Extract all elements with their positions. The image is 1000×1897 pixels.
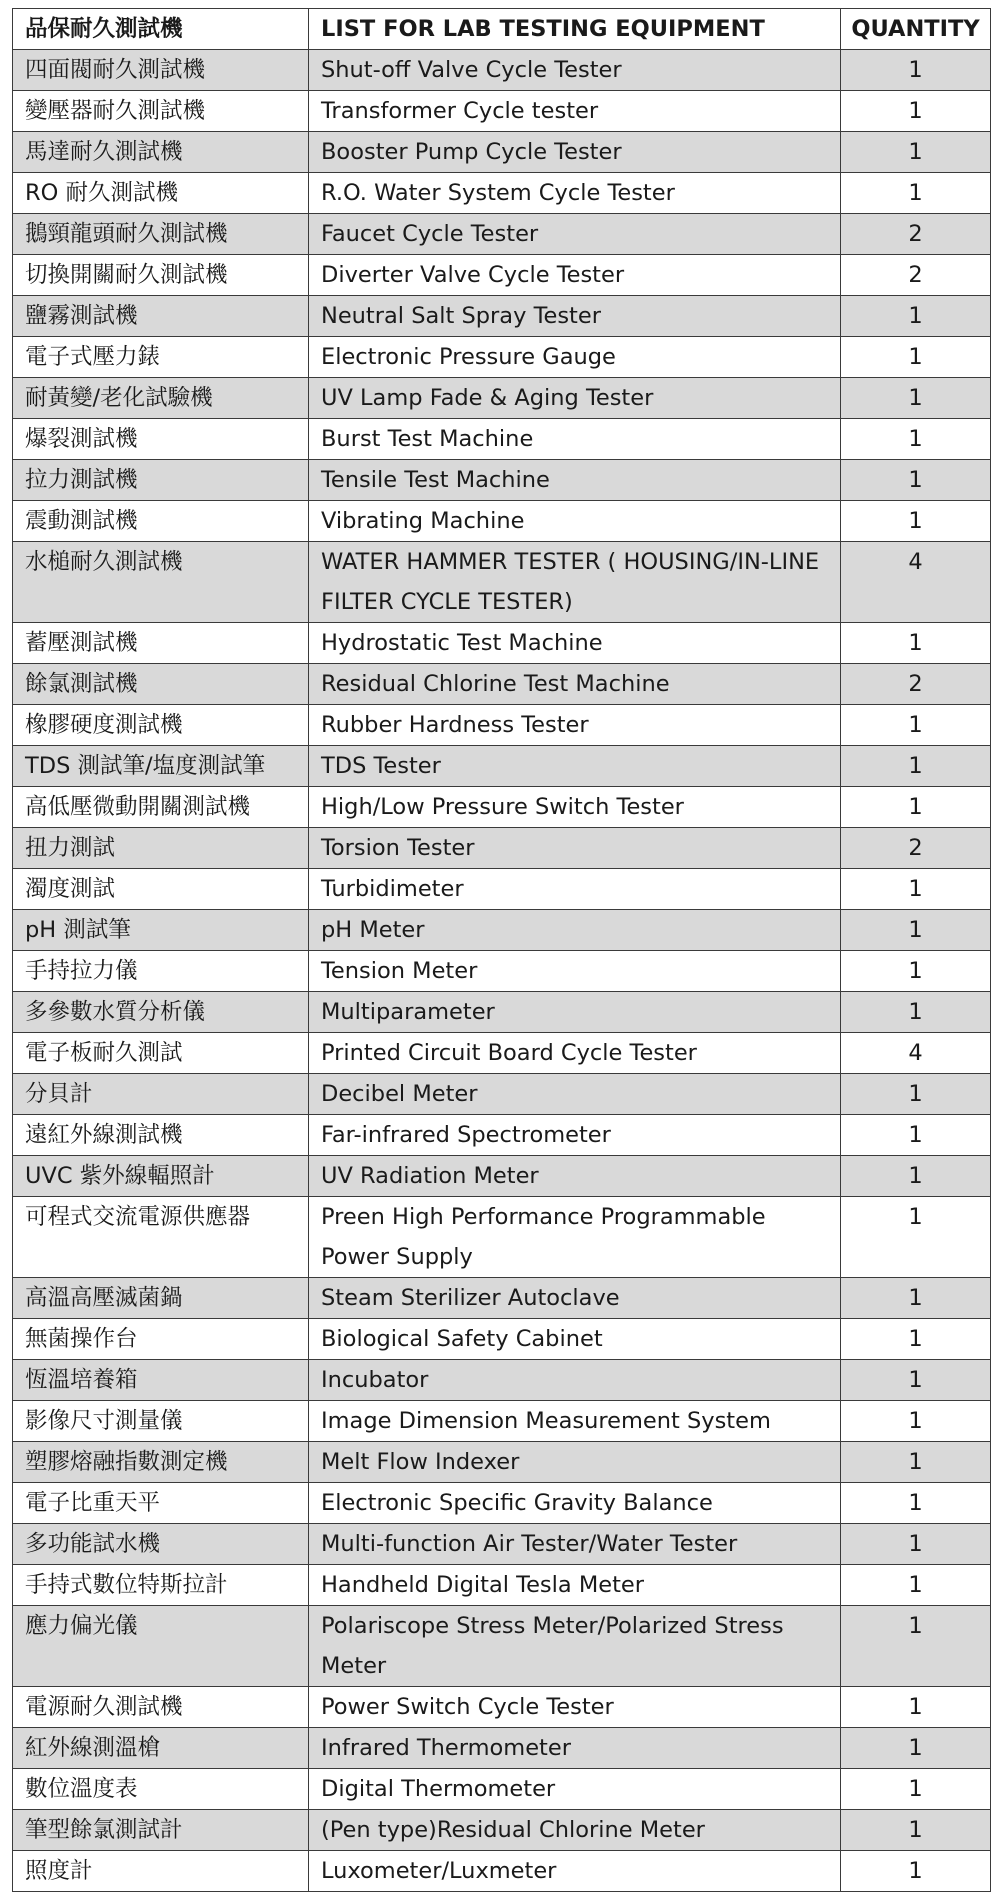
english-name-cell: Power Switch Cycle Tester [309, 1687, 841, 1728]
english-name-cell: Residual Chlorine Test Machine [309, 664, 841, 705]
equipment-table [12, 8, 991, 1892]
quantity-cell: 1 [841, 173, 991, 214]
table-row [13, 1810, 991, 1851]
chinese-name-cell: 濁度測試 [13, 869, 309, 910]
quantity-cell: 1 [841, 296, 991, 337]
table-row [13, 1156, 991, 1197]
chinese-name-cell: 多參數水質分析儀 [13, 992, 309, 1033]
table-row [13, 255, 991, 296]
english-name-cell: Shut-off Valve Cycle Tester [309, 50, 841, 91]
english-name-cell: Polariscope Stress Meter/Polarized Stress Meter [309, 1606, 841, 1687]
equipment-list [12, 8, 990, 1892]
chinese-name-cell: TDS 測試筆/塩度測試筆 [13, 746, 309, 787]
chinese-name-cell: 鹽霧測試機 [13, 296, 309, 337]
table-row [13, 296, 991, 337]
quantity-cell: 1 [841, 1483, 991, 1524]
chinese-name-cell: 手持式數位特斯拉計 [13, 1565, 309, 1606]
quantity-cell: 1 [841, 623, 991, 664]
english-name-cell: Diverter Valve Cycle Tester [309, 255, 841, 296]
quantity-cell: 1 [841, 50, 991, 91]
quantity-cell: 1 [841, 1115, 991, 1156]
table-row [13, 623, 991, 664]
table-row [13, 91, 991, 132]
table-row [13, 664, 991, 705]
table-row [13, 951, 991, 992]
english-name-cell: Printed Circuit Board Cycle Tester [309, 1033, 841, 1074]
chinese-name-cell: 電源耐久測試機 [13, 1687, 309, 1728]
quantity-cell: 1 [841, 1319, 991, 1360]
quantity-cell: 1 [841, 1810, 991, 1851]
chinese-name-cell: 多功能試水機 [13, 1524, 309, 1565]
chinese-name-cell: 震動測試機 [13, 501, 309, 542]
table-row [13, 1442, 991, 1483]
english-name-cell: Turbidimeter [309, 869, 841, 910]
quantity-cell: 1 [841, 1360, 991, 1401]
table-row [13, 1728, 991, 1769]
chinese-name-cell: 蓄壓測試機 [13, 623, 309, 664]
english-name-cell: Electronic Pressure Gauge [309, 337, 841, 378]
quantity-cell: 4 [841, 1033, 991, 1074]
chinese-name-cell: 照度計 [13, 1851, 309, 1892]
quantity-cell: 1 [841, 1728, 991, 1769]
english-name-cell: Burst Test Machine [309, 419, 841, 460]
english-name-cell: Booster Pump Cycle Tester [309, 132, 841, 173]
chinese-name-cell: 耐黃變/老化試驗機 [13, 378, 309, 419]
table-row [13, 1565, 991, 1606]
table-row [13, 1524, 991, 1565]
quantity-cell: 1 [841, 910, 991, 951]
chinese-name-cell: 紅外線測溫槍 [13, 1728, 309, 1769]
english-name-cell: Handheld Digital Tesla Meter [309, 1565, 841, 1606]
chinese-name-cell: 恆溫培養箱 [13, 1360, 309, 1401]
english-name-cell: Decibel Meter [309, 1074, 841, 1115]
quantity-cell: 1 [841, 787, 991, 828]
english-name-cell: Image Dimension Measurement System [309, 1401, 841, 1442]
table-row [13, 1606, 991, 1687]
quantity-cell: 1 [841, 1074, 991, 1115]
chinese-name-cell: 分貝計 [13, 1074, 309, 1115]
english-name-cell: pH Meter [309, 910, 841, 951]
english-name-cell: WATER HAMMER TESTER ( HOUSING/IN-LINE FILTER CYCLE TESTER) [309, 542, 841, 623]
table-row [13, 419, 991, 460]
english-name-cell: Electronic Specific Gravity Balance [309, 1483, 841, 1524]
header-row [13, 9, 991, 50]
english-name-cell: Transformer Cycle tester [309, 91, 841, 132]
chinese-name-cell: 變壓器耐久測試機 [13, 91, 309, 132]
english-name-cell: Digital Thermometer [309, 1769, 841, 1810]
chinese-name-cell: 影像尺寸測量儀 [13, 1401, 309, 1442]
table-row [13, 869, 991, 910]
chinese-name-cell: 餘氯測試機 [13, 664, 309, 705]
quantity-cell: 1 [841, 1401, 991, 1442]
english-name-cell: Luxometer/Luxmeter [309, 1851, 841, 1892]
table-row [13, 337, 991, 378]
table-row [13, 501, 991, 542]
quantity-cell: 1 [841, 1565, 991, 1606]
chinese-name-cell: RO 耐久測試機 [13, 173, 309, 214]
table-row [13, 1197, 991, 1278]
english-name-cell: Melt Flow Indexer [309, 1442, 841, 1483]
english-name-cell: UV Radiation Meter [309, 1156, 841, 1197]
english-name-cell: Incubator [309, 1360, 841, 1401]
english-name-cell: Tensile Test Machine [309, 460, 841, 501]
chinese-name-cell: pH 測試筆 [13, 910, 309, 951]
chinese-name-cell: 電子比重天平 [13, 1483, 309, 1524]
quantity-cell: 1 [841, 992, 991, 1033]
table-row [13, 705, 991, 746]
header-english-name: LIST FOR LAB TESTING EQUIPMENT [309, 9, 841, 50]
chinese-name-cell: 鵝頸龍頭耐久測試機 [13, 214, 309, 255]
chinese-name-cell: 高低壓微動開關測試機 [13, 787, 309, 828]
english-name-cell: Tension Meter [309, 951, 841, 992]
quantity-cell: 1 [841, 419, 991, 460]
chinese-name-cell: 電子板耐久測試 [13, 1033, 309, 1074]
header-quantity: QUANTITY [841, 9, 991, 50]
chinese-name-cell: 高溫高壓滅菌鍋 [13, 1278, 309, 1319]
quantity-cell: 1 [841, 337, 991, 378]
english-name-cell: Preen High Performance Programmable Power Supply [309, 1197, 841, 1278]
quantity-cell: 1 [841, 1524, 991, 1565]
english-name-cell: Multi-function Air Tester/Water Tester [309, 1524, 841, 1565]
chinese-name-cell: 可程式交流電源供應器 [13, 1197, 309, 1278]
table-row [13, 910, 991, 951]
chinese-name-cell: 手持拉力儀 [13, 951, 309, 992]
table-row [13, 746, 991, 787]
chinese-name-cell: 數位溫度表 [13, 1769, 309, 1810]
chinese-name-cell: 電子式壓力錶 [13, 337, 309, 378]
quantity-cell: 2 [841, 255, 991, 296]
table-row [13, 1483, 991, 1524]
quantity-cell: 1 [841, 378, 991, 419]
english-name-cell: Far-infrared Spectrometer [309, 1115, 841, 1156]
table-row [13, 1687, 991, 1728]
header-chinese-name: 品保耐久測試機 [13, 9, 309, 50]
quantity-cell: 1 [841, 1606, 991, 1687]
table-row [13, 214, 991, 255]
english-name-cell: R.O. Water System Cycle Tester [309, 173, 841, 214]
english-name-cell: Vibrating Machine [309, 501, 841, 542]
chinese-name-cell: 塑膠熔融指數測定機 [13, 1442, 309, 1483]
chinese-name-cell: UVC 紫外線輻照計 [13, 1156, 309, 1197]
english-name-cell: TDS Tester [309, 746, 841, 787]
english-name-cell: Torsion Tester [309, 828, 841, 869]
chinese-name-cell: 切換開關耐久測試機 [13, 255, 309, 296]
table-row [13, 1278, 991, 1319]
english-name-cell: Neutral Salt Spray Tester [309, 296, 841, 337]
english-name-cell: High/Low Pressure Switch Tester [309, 787, 841, 828]
table-row [13, 1851, 991, 1892]
table-row [13, 378, 991, 419]
english-name-cell: UV Lamp Fade & Aging Tester [309, 378, 841, 419]
quantity-cell: 2 [841, 828, 991, 869]
chinese-name-cell: 筆型餘氯測試計 [13, 1810, 309, 1851]
chinese-name-cell: 四面閥耐久測試機 [13, 50, 309, 91]
table-row [13, 1033, 991, 1074]
chinese-name-cell: 遠紅外線測試機 [13, 1115, 309, 1156]
english-name-cell: (Pen type)Residual Chlorine Meter [309, 1810, 841, 1851]
table-row [13, 542, 991, 623]
quantity-cell: 1 [841, 1156, 991, 1197]
chinese-name-cell: 扭力測試 [13, 828, 309, 869]
english-name-cell: Biological Safety Cabinet [309, 1319, 841, 1360]
chinese-name-cell: 橡膠硬度測試機 [13, 705, 309, 746]
quantity-cell: 1 [841, 501, 991, 542]
table-row [13, 1360, 991, 1401]
quantity-cell: 1 [841, 1851, 991, 1892]
quantity-cell: 1 [841, 869, 991, 910]
table-row [13, 132, 991, 173]
table-row [13, 992, 991, 1033]
table-row [13, 460, 991, 501]
table-row [13, 828, 991, 869]
chinese-name-cell: 水槌耐久測試機 [13, 542, 309, 623]
english-name-cell: Multiparameter [309, 992, 841, 1033]
table-row [13, 1769, 991, 1810]
table-row [13, 1319, 991, 1360]
chinese-name-cell: 無菌操作台 [13, 1319, 309, 1360]
quantity-cell: 1 [841, 1197, 991, 1278]
table-row [13, 173, 991, 214]
table-row [13, 1074, 991, 1115]
quantity-cell: 2 [841, 664, 991, 705]
quantity-cell: 4 [841, 542, 991, 623]
quantity-cell: 1 [841, 746, 991, 787]
quantity-cell: 1 [841, 1278, 991, 1319]
english-name-cell: Faucet Cycle Tester [309, 214, 841, 255]
english-name-cell: Infrared Thermometer [309, 1728, 841, 1769]
chinese-name-cell: 拉力測試機 [13, 460, 309, 501]
english-name-cell: Steam Sterilizer Autoclave [309, 1278, 841, 1319]
table-row [13, 787, 991, 828]
quantity-cell: 1 [841, 1687, 991, 1728]
quantity-cell: 1 [841, 91, 991, 132]
quantity-cell: 2 [841, 214, 991, 255]
chinese-name-cell: 馬達耐久測試機 [13, 132, 309, 173]
chinese-name-cell: 應力偏光儀 [13, 1606, 309, 1687]
quantity-cell: 1 [841, 460, 991, 501]
table-row [13, 50, 991, 91]
chinese-name-cell: 爆裂測試機 [13, 419, 309, 460]
table-row [13, 1401, 991, 1442]
english-name-cell: Rubber Hardness Tester [309, 705, 841, 746]
table-row [13, 1115, 991, 1156]
english-name-cell: Hydrostatic Test Machine [309, 623, 841, 664]
quantity-cell: 1 [841, 1442, 991, 1483]
quantity-cell: 1 [841, 132, 991, 173]
quantity-cell: 1 [841, 951, 991, 992]
quantity-cell: 1 [841, 1769, 991, 1810]
quantity-cell: 1 [841, 705, 991, 746]
